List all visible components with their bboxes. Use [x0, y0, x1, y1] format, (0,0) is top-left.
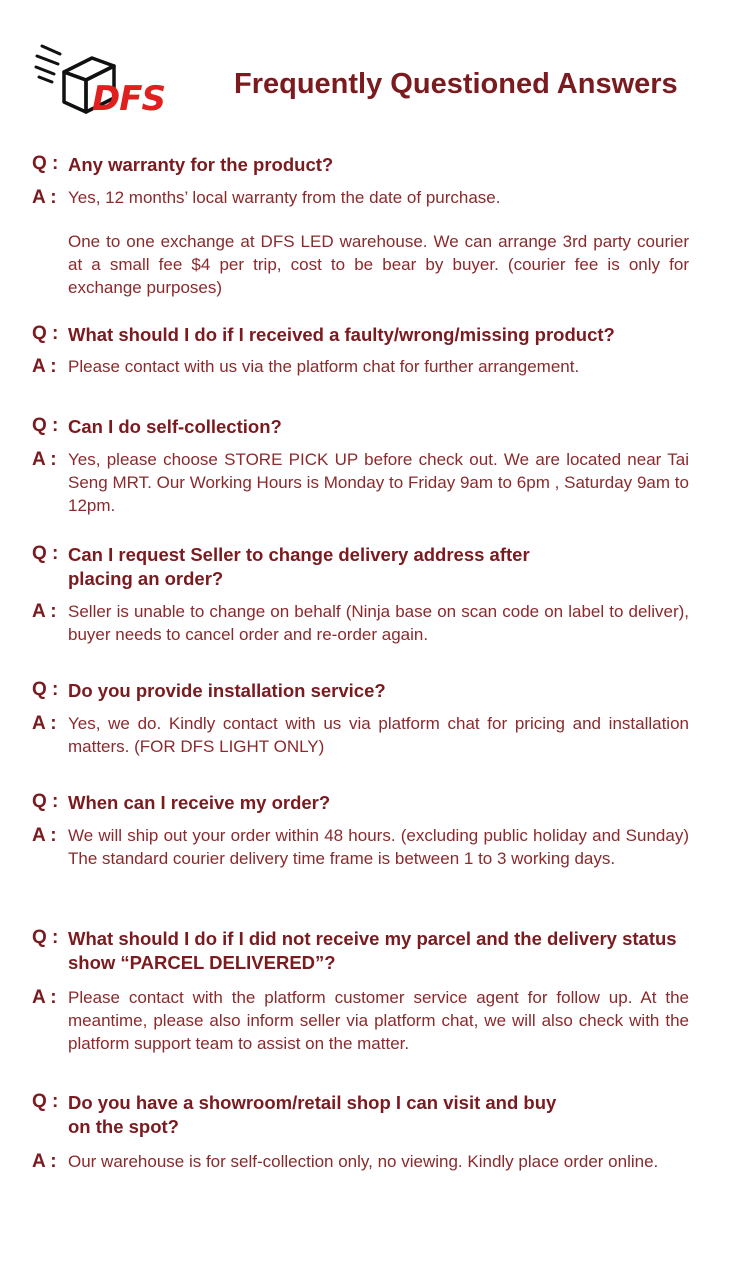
- answer-text: [68, 186, 689, 299]
- answer-paragraph: Yes, please choose STORE PICK UP before check out. We are located near Tai Seng MRT. Our Working Hours is Monday to Friday 9am to 6pm , Saturday 9am to 12pm.: [68, 450, 689, 515]
- faq-item: [0, 323, 730, 378]
- answer-label: A :: [32, 601, 57, 622]
- question-text: When can I receive my order?: [68, 792, 331, 813]
- answer-paragraph: Please contact with us via the platform chat for further arrangement.: [68, 357, 580, 376]
- question-label: Q :: [32, 927, 59, 948]
- answer-text: [68, 600, 689, 646]
- answer-label: A :: [32, 825, 57, 846]
- question-text: Any warranty for the product?: [68, 154, 334, 175]
- answer-label: A :: [32, 987, 57, 1008]
- question-text: What should I do if I did not receive my parcel and the delivery status show “PARCEL DELIVERED”?: [68, 928, 677, 973]
- answer-paragraph: Our warehouse is for self-collection only, no viewing. Kindly place order online.: [68, 1152, 659, 1171]
- question-label: Q :: [32, 1091, 59, 1112]
- question-text: Do you have a showroom/retail shop I can visit and buy on the spot?: [68, 1092, 557, 1137]
- question-text: Can I do self-collection?: [68, 416, 282, 437]
- answer-text: [68, 712, 689, 758]
- answer-label: A :: [32, 449, 57, 470]
- answer-label: A :: [32, 356, 57, 377]
- faq-item: [0, 543, 730, 646]
- answer-text: [68, 824, 689, 870]
- answer-paragraph: Yes, we do. Kindly contact with us via platform chat for pricing and installation matters. (FOR DFS LIGHT ONLY): [68, 714, 689, 756]
- svg-text:DFS: DFS: [92, 79, 165, 118]
- header: [0, 0, 730, 140]
- answer-paragraph: Please contact with the platform customer service agent for follow up. At the meantime, please also inform seller via platform chat, we will also check with the platform support team to assist on the matter.: [68, 988, 689, 1053]
- delivery-box-icon: [34, 42, 170, 118]
- answer-text: [68, 448, 689, 517]
- faq-item: [0, 1091, 730, 1173]
- faq-item: [0, 153, 730, 299]
- question-label: Q :: [32, 543, 59, 564]
- question-label: Q :: [32, 791, 59, 812]
- answer-text: [68, 355, 689, 378]
- faq-item: [0, 927, 730, 1055]
- question-label: Q :: [32, 153, 59, 174]
- question-label: Q :: [32, 679, 59, 700]
- faq-item: [0, 415, 730, 517]
- page-title: Frequently Questioned Answers: [234, 68, 678, 100]
- answer-text: [68, 1150, 689, 1173]
- answer-paragraph: Yes, 12 months’ local warranty from the date of purchase.: [68, 188, 501, 207]
- question-text: Do you provide installation service?: [68, 680, 386, 701]
- answer-label: A :: [32, 1151, 57, 1172]
- question-label: Q :: [32, 323, 59, 344]
- question-text: What should I do if I received a faulty/wrong/missing product?: [68, 324, 615, 345]
- faq-item: [0, 679, 730, 758]
- answer-paragraph: Seller is unable to change on behalf (Ninja base on scan code on label to deliver), buyer needs to cancel order and re-order again.: [68, 602, 689, 644]
- answer-text: [68, 986, 689, 1055]
- dfs-logo: [34, 42, 170, 118]
- question-text: Can I request Seller to change delivery address after placing an order?: [68, 544, 530, 589]
- answer-label: A :: [32, 713, 57, 734]
- answer-paragraph: One to one exchange at DFS LED warehouse. We can arrange 3rd party courier at a small fee $4 per trip, cost to be bear by buyer. (courier fee is only for exchange purposes): [68, 232, 689, 297]
- faq-item: [0, 791, 730, 870]
- question-label: Q :: [32, 415, 59, 436]
- answer-paragraph: We will ship out your order within 48 hours. (excluding public holiday and Sunday) The standard courier delivery time frame is between 1 to 3 working days.: [68, 826, 689, 868]
- answer-label: A :: [32, 187, 57, 208]
